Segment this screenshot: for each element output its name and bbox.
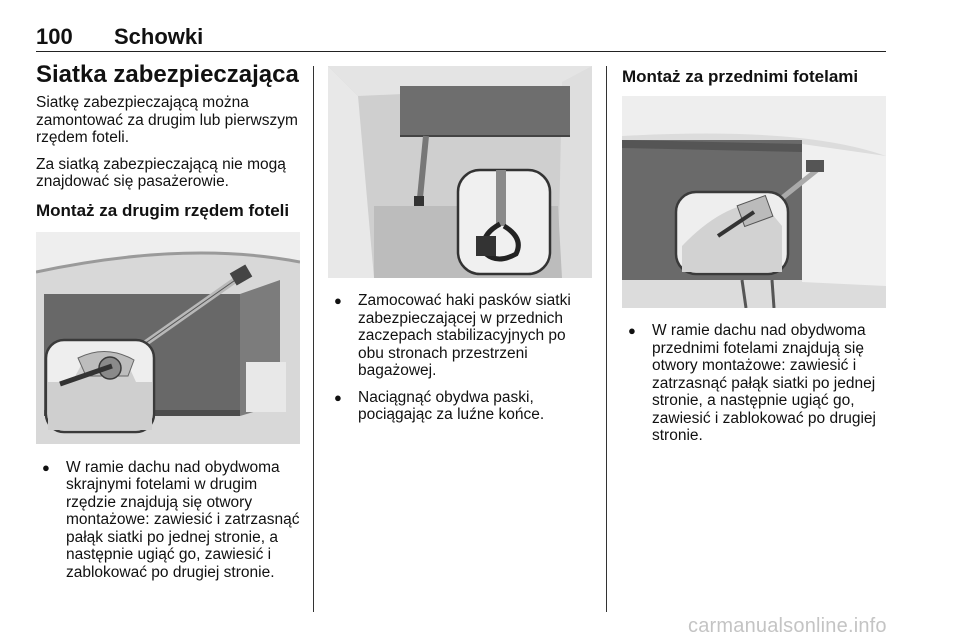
list-item: ● W ramie dachu nad obydwoma skrajnymi fotelami w drugim rzędzie znajdują się otwory montażowe: zawiesić i zatrzasnąć pałąk siatki po jednej stronie, a następnie ugiąć go, zawiesić i zablokować po drugiej stronie. (42, 458, 300, 581)
column-divider-2 (606, 66, 607, 612)
instructions-list-2 (328, 292, 592, 424)
column-3 (622, 60, 888, 454)
header-divider (36, 51, 886, 52)
page-number: 100 (36, 24, 73, 49)
bullet-marker: ● (628, 323, 636, 338)
column-divider-1 (313, 66, 314, 612)
figure-second-row-mount (36, 232, 300, 444)
bullet-marker: ● (334, 293, 342, 308)
column-2 (328, 60, 592, 433)
subheading-second-row: Montaż za drugim rzędem foteli (36, 200, 290, 220)
column-1 (36, 60, 302, 590)
list-item: ● Naciągnąć obydwa paski, pociągając za luźne końce. (334, 388, 545, 423)
list-item: ● Zamocować haki pasków siatki zabezpieczającej w przednich zaczepach stabilizacyjnych po obu stronach przestrzeni bagażowej. (334, 292, 571, 379)
figure-luggage-anchors (328, 66, 592, 278)
figure-front-seats-mount (622, 96, 886, 308)
instructions-list-3 (622, 322, 888, 445)
page-heading: Siatka zabezpieczająca (36, 61, 299, 88)
watermark: carmanualsonline.info (688, 615, 887, 637)
warning-paragraph: Za siatką zabezpieczającą nie mogą znajdować się pasażerowie. (36, 155, 286, 190)
section-title: Schowki (114, 24, 204, 49)
subheading-front-seats: Montaż za przednimi fotelami (622, 67, 859, 86)
bullet-marker: ● (42, 459, 50, 475)
bullet-marker: ● (334, 389, 342, 405)
instructions-list-1 (36, 459, 302, 582)
page-header (36, 24, 886, 52)
intro-paragraph: Siatkę zabezpieczającą można zamontować za drugim lub pierwszym rzędem foteli. (36, 94, 298, 146)
list-item: ● W ramie dachu nad obydwoma przednimi fotelami znajdują się otwory montażowe: zawiesić i zatrzasnąć pałąk siatki po jednej stronie, a następnie ugiąć go, zawiesić i zablokować po drugiej stronie. (628, 322, 877, 444)
